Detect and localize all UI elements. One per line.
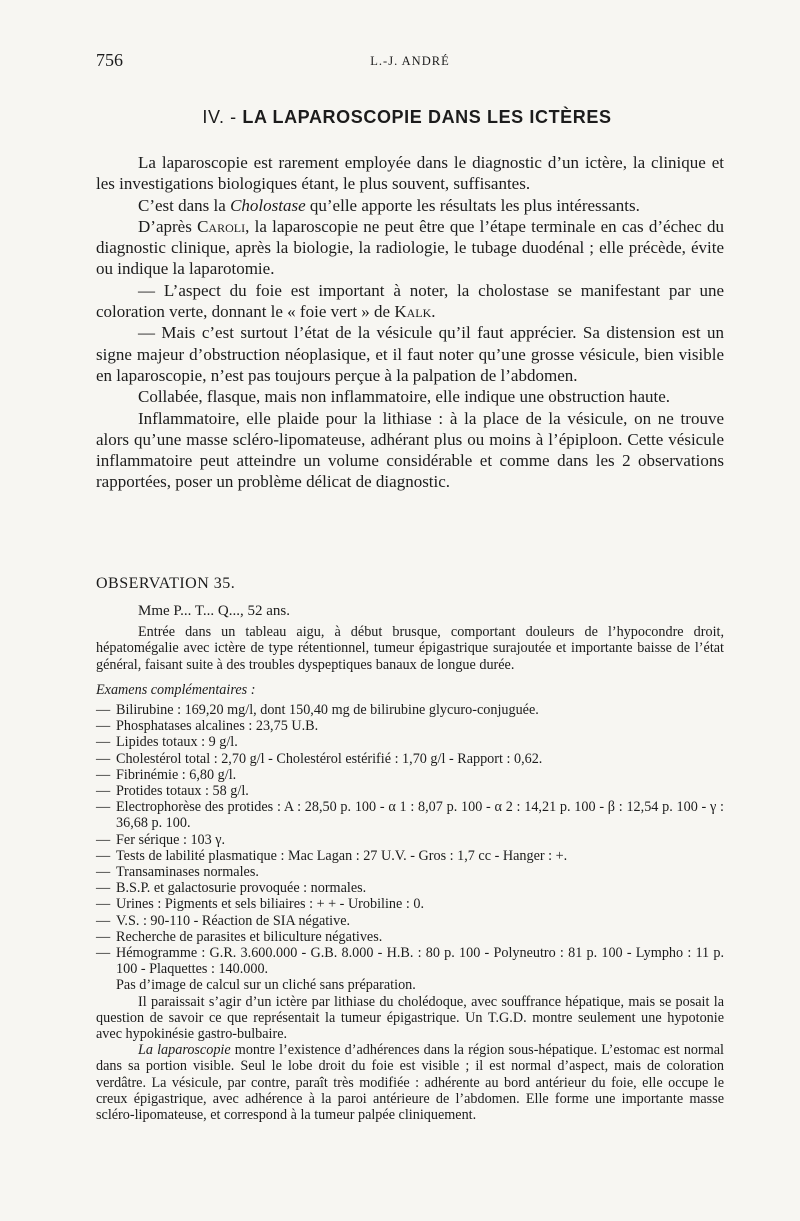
exam-text: Phosphatases alcalines : 23,75 U.B. [116, 718, 319, 735]
after-list-note: Pas d’image de calcul sur un cliché sans préparation. [116, 977, 416, 994]
page-number: 756 [96, 50, 123, 70]
exam-text: Fer sérique : 103 γ. [116, 831, 226, 848]
dash: — [96, 880, 111, 897]
exam-item [96, 734, 724, 750]
main-text [96, 152, 724, 493]
exam-text: Cholestérol total : 2,70 g/l - Cholestérol estérifié : 1,70 g/l - Rapport : 0,62. [116, 750, 543, 767]
exam-item [96, 896, 724, 912]
exam-text: Bilirubine : 169,20 mg/l, dont 150,40 mg de bilirubine glycuro-conjuguée. [116, 702, 539, 719]
exam-text: Electrophorèse des protides : A : 28,50 p. 100 - α 1 : 8,07 p. 100 - α 2 : 14,21 p. 100 - β : 12,54 p. 100 - γ : 36,68 p. 100. [116, 799, 724, 832]
dash: — [96, 928, 111, 945]
dash: — [96, 750, 111, 767]
dash: — [96, 799, 111, 816]
discussion-paragraph: Il paraissait s’agir d’un ictère par lithiase du cholédoque, avec souffrance hépatique, mais se posait la question de savoir ce que représentait la tumeur épigastrique. Un T.G.D. montre seulement une hypotonie avec hypokinésie gastro-bulbaire. [96, 993, 724, 1043]
dash: — [96, 864, 111, 881]
exam-text: Hémogramme : G.R. 3.600.000 - G.B. 8.000 - H.B. : 80 p. 100 - Polyneutro : 81 p. 100 - Lympho : 11 p. 100 - Plaquettes : 140.000. [116, 945, 724, 978]
exams-title: Examens complémentaires : [96, 681, 256, 698]
exam-item [96, 832, 724, 848]
section-title-text: LA LAPAROSCOPIE DANS LES ICTÈRES [242, 107, 612, 127]
section-title [0, 107, 800, 128]
dash: — [96, 702, 111, 719]
section-number: IV. - [202, 107, 237, 127]
exam-text: Lipides totaux : 9 g/l. [116, 734, 238, 751]
exam-text: Recherche de parasites et biliculture négatives. [116, 928, 383, 945]
exam-text: Transaminases normales. [116, 864, 259, 881]
exam-item [96, 751, 724, 767]
exam-item [96, 799, 724, 831]
exam-text: Protides totaux : 58 g/l. [116, 783, 249, 800]
paragraph: La laparoscopie est rarement employée dans le diagnostic d’un ictère, la clinique et les investigations biologiques étant, le plus souvent, suffisantes. [96, 153, 724, 194]
dash: — [96, 718, 111, 735]
exam-item [96, 702, 724, 718]
exam-item [96, 783, 724, 799]
exam-text: V.S. : 90-110 - Réaction de SIA négative. [116, 912, 351, 929]
author-name: Caroli [197, 216, 246, 236]
author-name: Kalk [394, 302, 432, 322]
dash: — [96, 912, 111, 929]
dash: — [96, 766, 111, 783]
observation-body [96, 603, 724, 1123]
exam-text: Urines : Pigments et sels biliaires : + + - Urobiline : 0. [116, 896, 424, 913]
dash: — [96, 847, 111, 864]
exam-item [96, 945, 724, 977]
exam-item [96, 848, 724, 864]
paragraph: Inflammatoire, elle plaide pour la lithiase : à la place de la vésicule, on ne trouve alors qu’une masse scléro-lipomateuse, adhérant plus ou moins à l’épiploon. Cette vésicule inflammatoire peut atteindre un volume considérable et comme dans les 2 observations rapportées, poser un problème délicat de diagnostic. [96, 408, 724, 492]
patient-line: Mme P... T... Q..., 52 ans. [138, 603, 290, 619]
emphasis: Cholostase [230, 195, 306, 215]
exam-item [96, 864, 724, 880]
paragraph [96, 280, 724, 323]
emphasis: La laparoscopie [138, 1042, 231, 1059]
exam-text: B.S.P. et galactosurie provoquée : normales. [116, 880, 367, 897]
exam-list [96, 702, 724, 977]
text-run: C’est dans la [138, 195, 231, 215]
paragraph [96, 195, 724, 216]
dash: — [96, 896, 111, 913]
paragraph: — Mais c’est surtout l’état de la vésicule qu’il faut apprécier. Sa distension est un signe majeur d’obstruction néoplasique, et il faut noter qu’une grosse vésicule, bien visible en laparoscopie, n’est pas toujours perçue à la palpation de l’abdomen. [96, 323, 724, 385]
exam-item [96, 913, 724, 929]
running-head: L.-J. ANDRÉ [370, 54, 450, 68]
exam-text: Fibrinémie : 6,80 g/l. [116, 766, 237, 783]
exam-item [96, 929, 724, 945]
dash: — [96, 945, 111, 962]
exam-text: Tests de labilité plasmatique : Mac Lagan : 27 U.V. - Gros : 1,7 cc - Hanger : +. [116, 847, 568, 864]
text-run: — L’aspect du foie est important à noter, la cholostase se manifestant par une coloration verte, donnant le « foie vert » de [96, 280, 724, 322]
text-run: , la laparoscopie ne peut être que l’étape terminale en cas d’échec du diagnostic clinique, après la biologie, la radiologie, le tubage duodénal ; elle précède, évite ou indique la laparotomie. [96, 216, 724, 279]
dash: — [96, 734, 111, 751]
laparoscopy-paragraph [96, 1042, 724, 1123]
dash: — [96, 783, 111, 800]
exam-item [96, 767, 724, 783]
text-run: D’après [138, 216, 198, 236]
text-run: montre l’existence d’adhérences dans la région sous-hépatique. L’estomac est normal dans sa portion visible. Seul le lobe droit du foie est visible ; il est normal d’aspect, mais de coloration verdâtre. La vésicule, par contre, paraît très modifiée : adhérente au bord antérieur du foie, elle occupe le creux épigastrique, avec adhérence à la paroi antérieure de l’abdomen. Elle forme une importante masse scléro-lipomateuse, et correspond à la tumeur palpée cliniquement. [96, 1042, 725, 1124]
paragraph [96, 216, 724, 280]
exam-item [96, 880, 724, 896]
entry-paragraph: Entrée dans un tableau aigu, à début brusque, comportant douleurs de l’hypocondre droit, hépatomégalie avec ictère de type rétentionnel, tumeur épigastrique surajoutée et importante baisse de l’état général, faisant suite à des troubles dyspeptiques banaux de longue durée. [96, 624, 724, 673]
text-run: . [431, 302, 436, 322]
text-run: qu’elle apporte les résultats les plus intéressants. [305, 195, 640, 215]
paragraph: Collabée, flasque, mais non inflammatoire, elle indique une obstruction haute. [138, 387, 671, 407]
dash: — [96, 831, 111, 848]
observation-heading: OBSERVATION 35. [96, 575, 236, 592]
exam-item [96, 718, 724, 734]
